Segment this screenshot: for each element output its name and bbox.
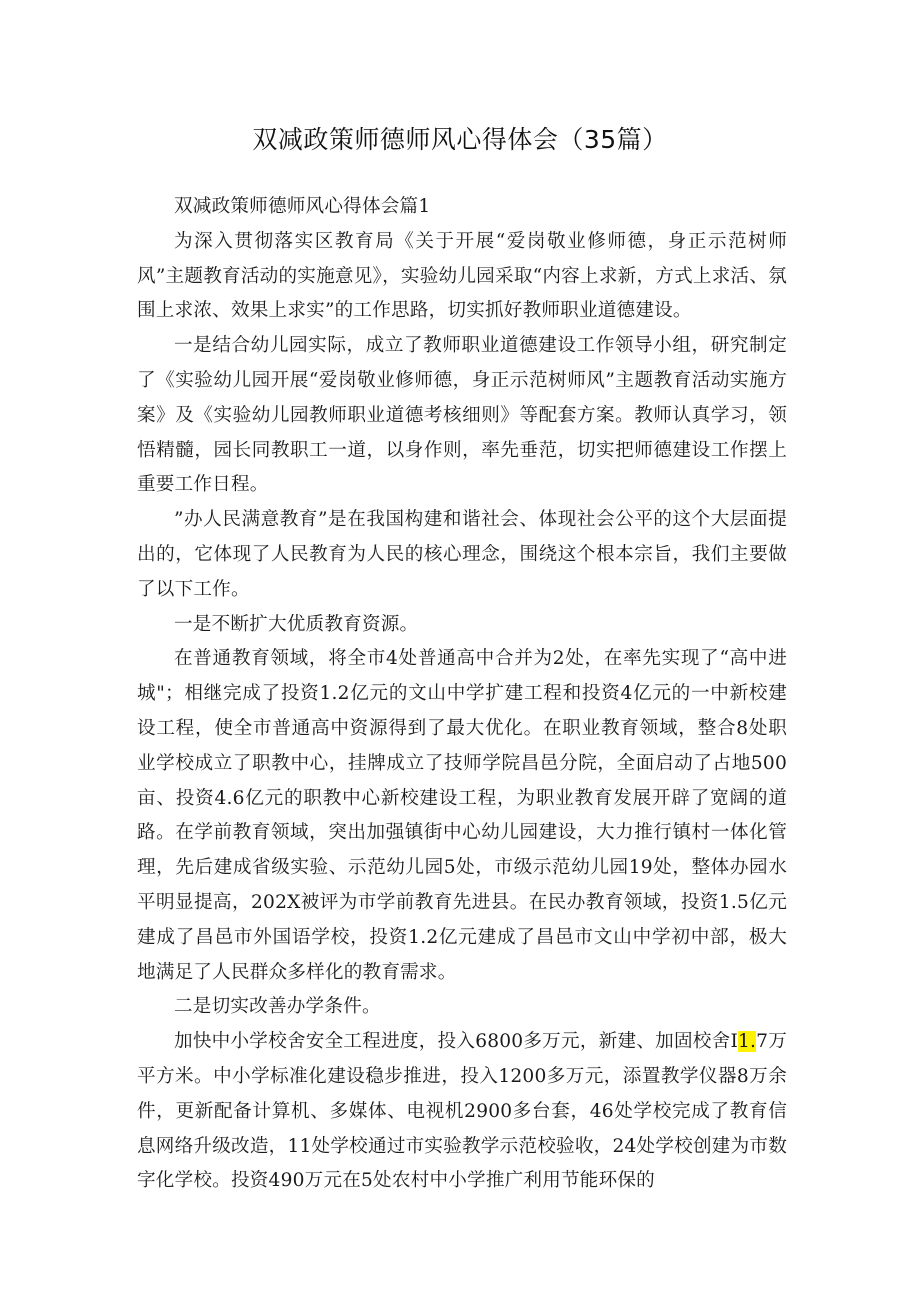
document-body [137,190,787,1199]
highlighted-text: 1. [738,1031,757,1053]
document-title: 双减政策师德师风心得体会（35篇） [252,125,668,154]
paragraph: ”办人民满意教育”是在我国构建和谐社会、体现社会公平的这个大层面提出的，它体现了人民教育为人民的核心理念，围绕这个根本宗旨，我们主要做了以下工作。 [137,509,787,600]
paragraph: 为深入贯彻落实区教育局《关于开展“爱岗敬业修师德，身正示范树师风”主题教育活动的实施意见》，实验幼儿园采取“内容上求新，方式上求活、氛围上求浓、效果上求实”的工作思路，切实抓好教师职业道德建设。 [137,230,787,322]
section-heading: 双减政策师德师风心得体会篇1 [174,196,431,217]
paragraph [137,1025,787,1199]
paragraph: 一是不断扩大优质教育资源。 [174,613,419,635]
paragraph: 二是切实改善办学条件。 [174,996,381,1018]
paragraph: 在普通教育领域，将全市4处普通高中合并为2处，在率先实现了“高中进城"；相继完成了投资1.2亿元的文山中学扩建工程和投资4亿元的一中新校建设工程，使全市普通高中资源得到了最大优化。在职业教育领域，整合8处职业学校成立了职教中心，挂牌成立了技师学院昌邑分院，全面启动了占地500亩、投资4.6亿元的职教中心新校建设工程，为职业教育发展开辟了宽阔的道路。在学前教育领域，突出加强镇街中心幼儿园建设，大力推行镇村一体化管理，先后建成省级实验、示范幼儿园5处，市级示范幼儿园19处，整体办园水平明显提高，202X被评为市学前教育先进县。在民办教育领域，投资1.5亿元建成了昌邑市外国语学校，投资1.2亿元建成了昌邑市文山中学初中部，极大地满足了人民群众多样化的教育需求。 [137,648,787,983]
paragraph: 一是结合幼儿园实际，成立了教师职业道德建设工作领导小组，研究制定了《实验幼儿园开展“爱岗敬业修师德，身正示范树师风”主题教育活动实施方案》及《实验幼儿园教师职业道德考核细则》等配套方案。教师认真学习，领悟精髓，园长同教职工一道，以身作则，率先垂范，切实把师德建设工作摆上重要工作日程。 [137,335,787,496]
paragraph-text: 7万平方米。中小学标准化建设稳步推进，投入1200多万元，添置教学仪器8万余件，更新配备计算机、多媒体、电视机2900多台套，46处学校完成了教育信息网络升级改造，11处学校通过市实验教学示范校验收，24处学校创建为市数字化学校。投资490万元在5处农村中小学推广利用节能环保的 [137,1031,787,1192]
paragraph-text: 加快中小学校舍安全工程进度，投入6800多万元，新建、加固校舍I [174,1031,738,1053]
